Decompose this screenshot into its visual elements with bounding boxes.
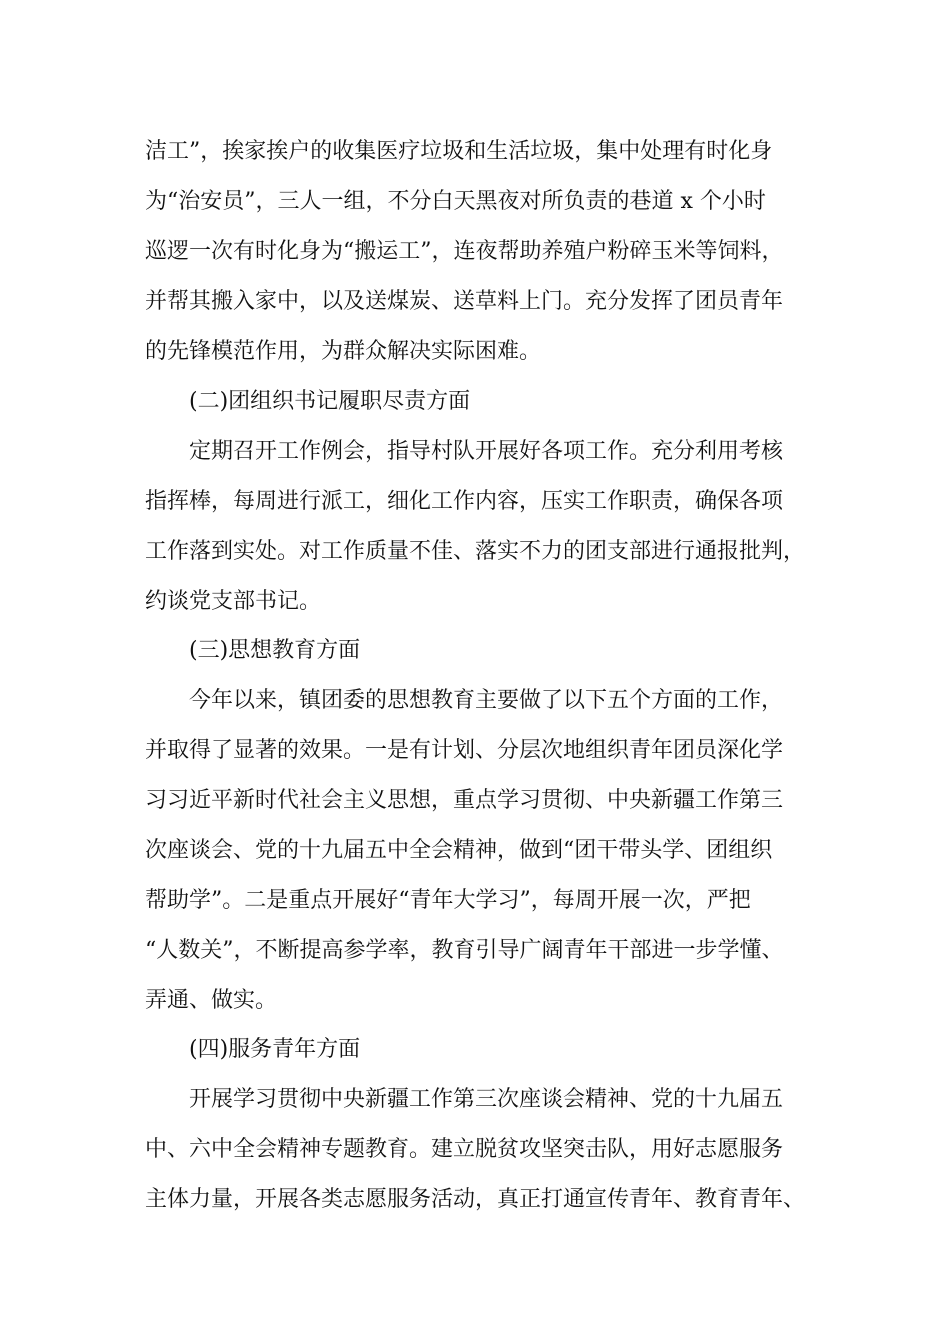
text-line: 次座谈会、党的十九届五中全会精神，做到“团干带头学、团组织 xyxy=(145,838,773,863)
text-line: 约谈党支部书记。 xyxy=(145,589,322,614)
text-line: 今年以来，镇团委的思想教育主要做了以下五个方面的工作， xyxy=(189,688,784,713)
text-line: 中、六中全会精神专题教育。建立脱贫攻坚突击队，用好志愿服务 xyxy=(145,1137,784,1162)
text-line: 帮助学”。二是重点开展好“青年大学习”，每周开展一次，严把 xyxy=(145,888,751,913)
text-line: 洁工”，挨家挨户的收集医疗垃圾和生活垃圾，集中处理有时化身 xyxy=(145,139,773,164)
text-line: 定期召开工作例会，指导村队开展好各项工作。充分利用考核 xyxy=(189,439,784,464)
text-line: 并帮其搬入家中，以及送煤炭、送草料上门。充分发挥了团员青年 xyxy=(145,289,784,314)
text-line: 弄通、做实。 xyxy=(145,988,278,1013)
text-line: 工作落到实处。对工作质量不佳、落实不力的团支部进行通报批判， xyxy=(145,539,806,564)
text-line: 习习近平新时代社会主义思想，重点学习贯彻、中央新疆工作第三 xyxy=(145,788,784,813)
text-line: 为“治安员”，三人一组，不分白天黑夜对所负责的巷道 x 个小时 xyxy=(145,189,766,214)
text-line: 主体力量，开展各类志愿服务活动，真正打通宣传青年、教育青年、 xyxy=(145,1187,806,1212)
section-heading: (二)团组织书记履职尽责方面 xyxy=(189,389,471,414)
text-line: 巡逻一次有时化身为“搬运工”，连夜帮助养殖户粉碎玉米等饲料， xyxy=(145,239,784,264)
section-heading: (四)服务青年方面 xyxy=(189,1037,361,1062)
text-line: 并取得了显著的效果。一是有计划、分层次地组织青年团员深化学 xyxy=(145,738,784,763)
text-line: 开展学习贯彻中央新疆工作第三次座谈会精神、党的十九届五 xyxy=(189,1087,784,1112)
text-line: 指挥棒，每周进行派工，细化工作内容，压实工作职责，确保各项 xyxy=(145,489,784,514)
text-line: 的先锋模范作用，为群众解决实际困难。 xyxy=(145,339,542,364)
text-line: “人数关”，不断提高参学率，教育引导广阔青年干部进一步学懂、 xyxy=(145,938,784,963)
section-heading: (三)思想教育方面 xyxy=(189,638,361,663)
